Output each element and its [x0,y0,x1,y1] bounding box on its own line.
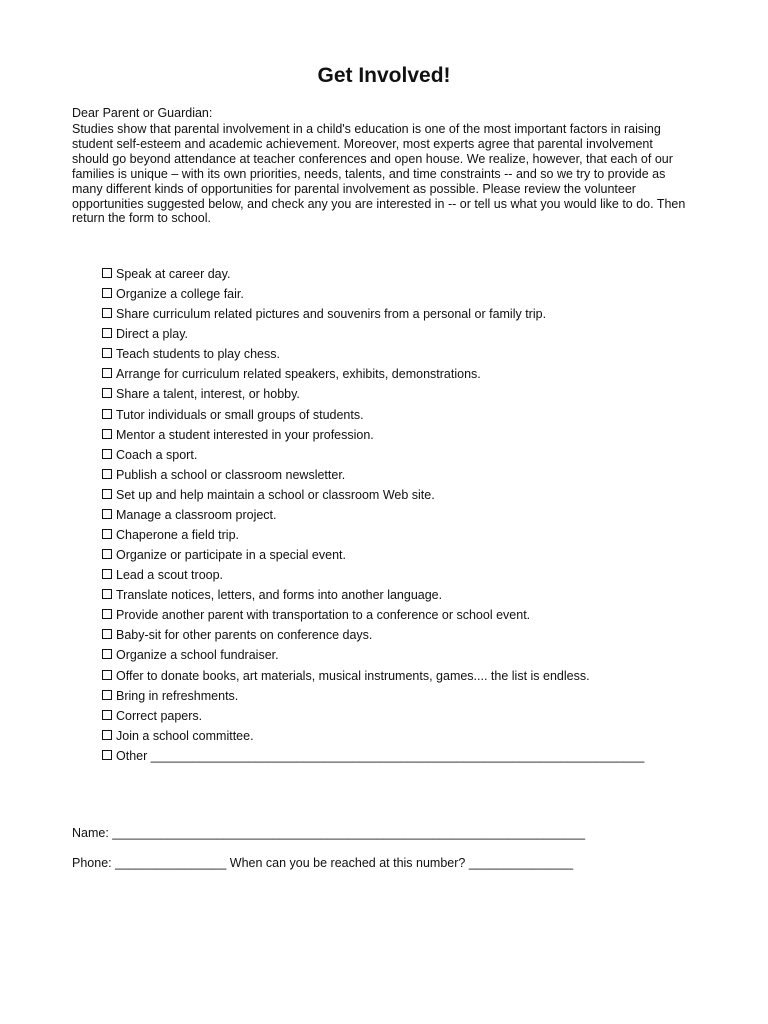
checkbox[interactable] [102,589,112,599]
checkbox[interactable] [102,629,112,639]
option-item [102,366,644,386]
phone-field[interactable]: Phone: ________________ When can you be reached at this number? _______________ [72,856,574,870]
option-label: Publish a school or classroom newsletter. [116,467,346,482]
intro-line: families is unique – with its own priorities, needs, talents, and time constraints -- and so we try to provide as [72,166,666,181]
name-field[interactable]: Name: ____________________________________________________________________ [72,826,586,840]
option-item-other [102,748,644,768]
option-item [102,326,644,346]
option-item [102,467,644,487]
checkbox[interactable] [102,288,112,298]
option-label: Share curriculum related pictures and souvenirs from a personal or family trip. [116,307,547,322]
option-item [102,487,644,507]
checkbox[interactable] [102,388,112,398]
option-item [102,547,644,567]
greeting: Dear Parent or Guardian: [72,106,213,120]
checkbox[interactable] [102,649,112,659]
checkbox[interactable] [102,489,112,499]
option-label: Organize a school fundraiser. [116,648,279,663]
page-title: Get Involved! [317,64,451,87]
option-item [102,627,644,647]
option-label: Translate notices, letters, and forms into another language. [116,588,443,603]
option-item [102,688,644,708]
option-label: Baby-sit for other parents on conference days. [116,628,373,643]
option-item [102,286,644,306]
option-item [102,447,644,467]
intro-line: should go beyond attendance at teacher conferences and open house. We realize, however, that each of our [72,151,673,166]
checkbox[interactable] [102,308,112,318]
option-item [102,266,644,286]
option-item [102,507,644,527]
intro-line: Studies show that parental involvement in a child's education is one of the most important factors in raising [72,122,661,136]
checkbox[interactable] [102,730,112,740]
option-label: Offer to donate books, art materials, musical instruments, games.... the list is endless. [116,668,590,683]
option-label: Organize a college fair. [116,287,244,302]
checkbox[interactable] [102,449,112,459]
option-label: Arrange for curriculum related speakers, exhibits, demonstrations. [116,367,481,382]
option-label: Coach a sport. [116,447,198,462]
intro-line: opportunities suggested below, and check any you are interested in -- or tell us what you would like to do. Then [72,196,686,211]
option-label-other[interactable]: Other _______________________________________________________________________ [116,748,645,763]
option-label: Bring in refreshments. [116,688,239,703]
option-label: Lead a scout troop. [116,568,224,583]
option-item [102,728,644,748]
checkbox[interactable] [102,509,112,519]
option-label: Mentor a student interested in your profession. [116,427,374,442]
checkbox[interactable] [102,409,112,419]
checkbox[interactable] [102,529,112,539]
option-label: Speak at career day. [116,267,231,281]
option-item [102,587,644,607]
checkbox[interactable] [102,549,112,559]
option-label: Direct a play. [116,327,189,342]
option-item [102,427,644,447]
option-item [102,386,644,406]
option-item [102,668,644,688]
checkbox[interactable] [102,469,112,479]
checkbox[interactable] [102,670,112,680]
checkbox[interactable] [102,268,112,278]
option-item [102,708,644,728]
option-label: Teach students to play chess. [116,347,280,362]
option-label: Provide another parent with transportation to a conference or school event. [116,608,531,623]
checkbox[interactable] [102,710,112,720]
checkbox[interactable] [102,348,112,358]
checkbox[interactable] [102,429,112,439]
intro-line: student self-esteem and academic achievement. Moreover, most experts agree that parental involvement [72,136,653,151]
option-item [102,527,644,547]
intro-paragraph [72,122,702,226]
option-item [102,407,644,427]
checkbox[interactable] [102,609,112,619]
option-label: Tutor individuals or small groups of students. [116,407,364,422]
option-item [102,346,644,366]
checkbox[interactable] [102,328,112,338]
option-label: Chaperone a field trip. [116,528,239,543]
checkbox[interactable] [102,750,112,760]
option-label: Join a school committee. [116,728,254,743]
option-label: Share a talent, interest, or hobby. [116,387,300,402]
option-item [102,567,644,587]
option-label: Manage a classroom project. [116,507,277,522]
checkbox[interactable] [102,368,112,378]
volunteer-options-list [102,266,644,768]
option-item [102,607,644,627]
option-item [102,306,644,326]
checkbox[interactable] [102,690,112,700]
option-label: Set up and help maintain a school or classroom Web site. [116,487,435,502]
intro-line: many different kinds of opportunities for parental involvement as possible. Please review the volunteer [72,181,636,196]
checkbox[interactable] [102,569,112,579]
option-label: Correct papers. [116,708,203,723]
option-label: Organize or participate in a special event. [116,548,346,563]
intro-line: return the form to school. [72,211,211,226]
option-item [102,647,644,667]
